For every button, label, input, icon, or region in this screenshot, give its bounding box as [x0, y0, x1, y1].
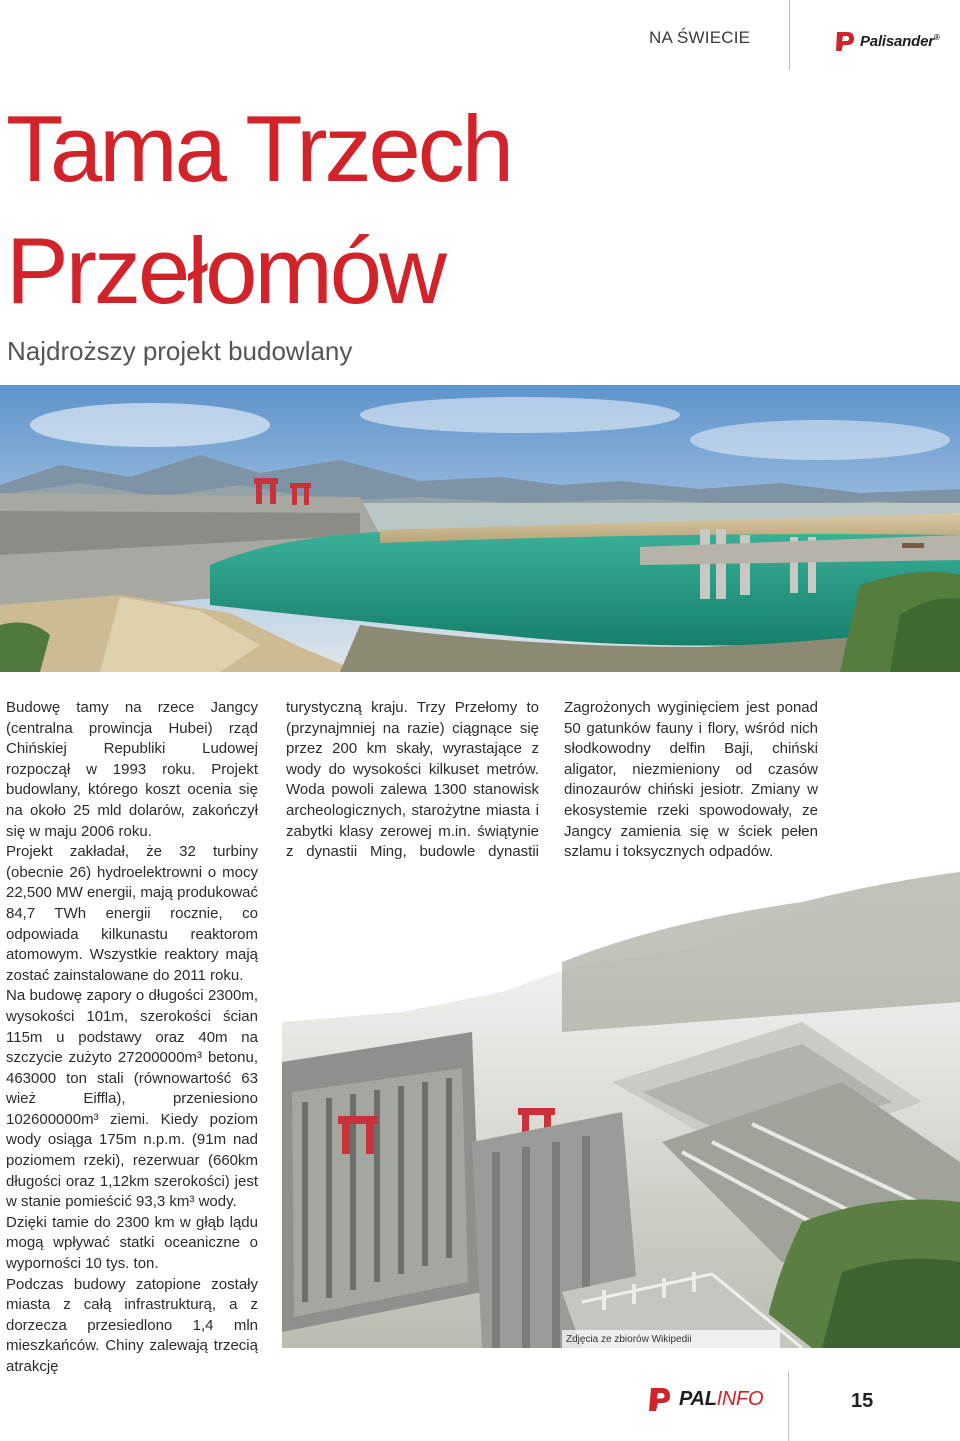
- section-label: NA ŚWIECIE: [649, 28, 751, 47]
- header-divider: [789, 0, 790, 70]
- page-number: 15: [851, 1390, 874, 1412]
- paragraph: Podczas budowy zatopione zostały miasta z całą infrastrukturą, a z dorzecza przesiedlono 1,4 mln mieszkańców. Chiny zalewają trzecią atrakcję: [6, 1275, 258, 1375]
- dam-panorama-photo: [0, 385, 960, 672]
- photo-caption: Zdjęcia ze zbiorów Wikipedii: [562, 1330, 780, 1350]
- dam-aerial-photo: [282, 862, 960, 1348]
- article-title: [6, 88, 511, 332]
- paragraph: Na budowę zapory o długości 2300m, wysokości 101m, szerokości ścian 115m u podstawy oraz 40m na szczycie zużyto 27200000m³ betonu, 463000 ton stali (równowartość 63 wież Eiffla), przeniesiono 102600000m³ ziemi. Kiedy poziom wody osiąga 175m n.p.m. (91m nad poziomem rzeki), rezerwuar (660km długości oraz 1,12km szerokości) jest w stanie pomieścić 93,3 km³ wody.: [6, 987, 258, 1211]
- footer-divider: [788, 1371, 789, 1441]
- palinfo-p-icon: [647, 1386, 673, 1412]
- article-column-1: [6, 698, 258, 1378]
- brand-name: Palisander®: [860, 32, 940, 50]
- paragraph: Projekt zakładał, że 32 turbiny (obecnie 26) hydroelektrowni o mocy 22,500 MW energii, mają produkować 84,7 TWh energii rocznie, co odpowiada kilkunastu reaktorom atomowym. Wszystkie reaktory mają zostać zainstalowane do 2011 roku.: [6, 843, 258, 984]
- palisander-logo: [834, 30, 940, 52]
- paragraph: turystyczną kraju. Trzy Przełomy to (przynajmniej na razie) ciągnące się przez 200 km skały, wyrastające z wody do wysokości kilkuset metrów. Woda powoli zalewa 1300 stanowisk archeologicznych, starożytne miasta i zabytki klasy zerowej m.in. świątynie z dynastii Ming, budowle dynastii: [286, 699, 539, 861]
- title-line-1: Tama Trzech: [6, 96, 512, 201]
- article-subtitle: Najdroższy projekt budowlany: [7, 336, 353, 366]
- footer-brand-name: PALINFO: [679, 1387, 764, 1410]
- paragraph: Dzięki tamie do 2300 km w głąb lądu mogą wpływać statki oceaniczne o wyporności 10 tys. ton.: [6, 1213, 258, 1273]
- article-column-3: [564, 698, 818, 863]
- paragraph: Budowę tamy na rzece Jangcy (centralna prowincja Hubei) rząd Chińskiej Republiki Ludowej rozpoczął w 1993 roku. Projekt budowlany, którego koszt ocenia się na około 25 mld dolarów, zakończył się w maju 2006 roku.: [6, 699, 258, 840]
- palisander-p-icon: [834, 30, 856, 52]
- title-line-2: Przełomów: [6, 218, 444, 323]
- paragraph: Zagrożonych wyginięciem jest ponad 50 gatunków fauny i flory, wśród nich słodkowodny delfin Baji, chiński aligator, niezmieniony od czasów dinozaurów chiński jesiotr. Zmiany w ekosystemie rzeki spowodowały, ze Jangcy zamienia się w ściek pełen szlamu i toksycznych odpadów.: [564, 699, 818, 861]
- palinfo-logo: [647, 1386, 763, 1412]
